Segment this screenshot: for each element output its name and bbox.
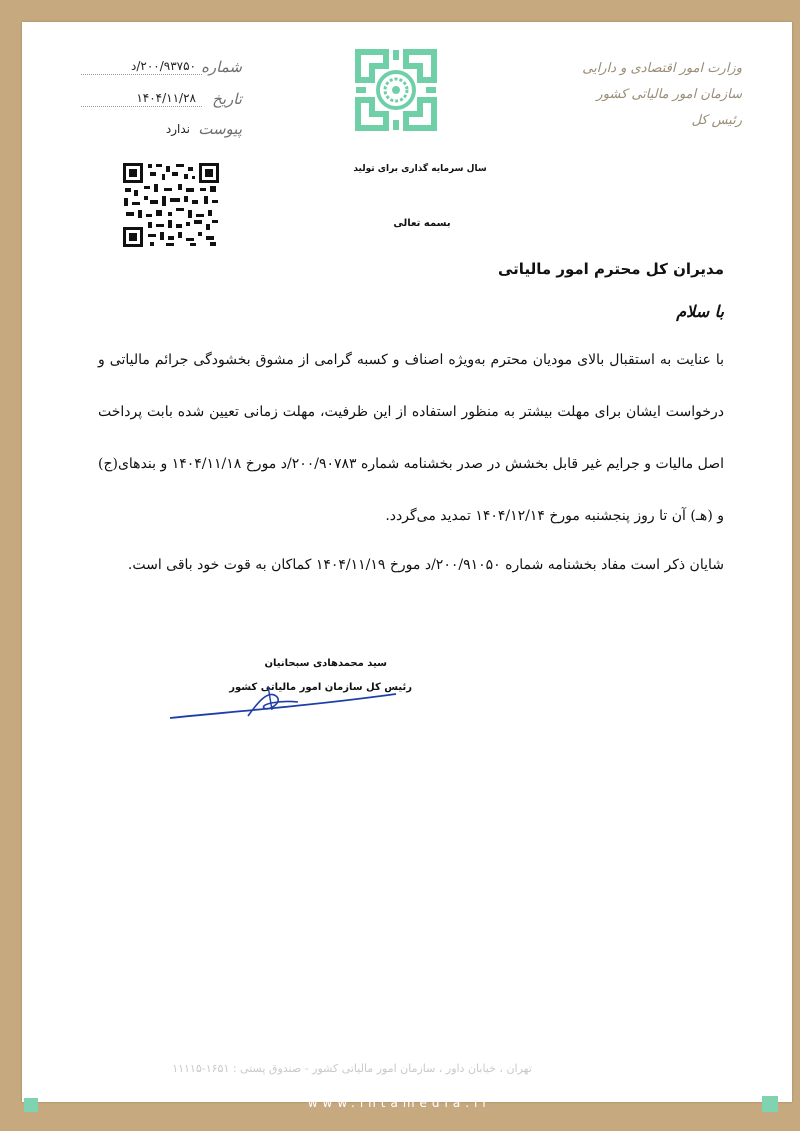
attachment-label: پیوست (198, 120, 242, 138)
attachment-row (166, 120, 242, 138)
signer-name: سید محمدهادی سبحانیان (264, 658, 387, 669)
ministry-line-1: وزارت امور اقتصادی و دارایی (582, 61, 742, 76)
body-paragraph-2: شایان ذکر است مفاد بخشنامه شماره ۲۰۰/۹۱۰۵۰/د مورخ ۱۴۰۴/۱۱/۱۹ کماکان به قوت خود باقی است. (127, 557, 724, 573)
recipient: مدیران کل محترم امور مالیاتی (498, 260, 724, 278)
date-label: تاریخ (212, 90, 242, 108)
date-value: ۱۴۰۴/۱۱/۲۸ (81, 91, 202, 107)
letter-meta (82, 58, 242, 168)
basmala: بسمه تعالی (393, 218, 451, 229)
date-row (81, 90, 242, 108)
signer-title: رئیس کل سازمان امور مالیاتی کشور (229, 682, 412, 693)
qr-code (122, 162, 220, 248)
number-row (81, 58, 242, 76)
greeting: با سلام (676, 302, 724, 321)
number-label: شماره (201, 58, 242, 76)
body-paragraph-1: با عنایت به استقبال بالای مودیان محترم به‌ویژه اصناف و کسبه گرامی از مشوق بخشودگی جرائم مالیاتی و درخواست ایشان برای مهلت بیشتر به منظور استفاده از این ظرفیت، مهلت زمانی تعیین شده بابت پرداخت اصل مالیات و جرایم غیر قابل بخشش در صدر بخشنامه شماره ۲۰۰/۹۰۷۸۳/د مورخ ۱۴۰۴/۱۱/۱۸ و بندهای(ج) و (هـ) آن تا روز پنجشنبه مورخ ۱۴۰۴/۱۲/۱۴ تمدید می‌گردد. (98, 352, 724, 524)
year-slogan: سال سرمایه گذاری برای تولید (353, 164, 487, 174)
ministry-header (572, 56, 742, 134)
handwritten-signature (168, 682, 398, 722)
corner-square-left (24, 1098, 38, 1112)
letter-sheet (22, 22, 792, 1102)
ministry-line-2: سازمان امور مالیاتی کشور (596, 87, 742, 102)
ministry-line-3: رئیس کل (691, 113, 742, 128)
footer-address: تهران ، خیابان داور ، سازمان امور مالیاتی کشور - صندوق پستی : ۱۶۵۱-۱۱۱۱۵ (172, 1062, 532, 1075)
tax-organization-logo (352, 46, 440, 134)
number-value: ۲۰۰/۹۳۷۵۰/د (81, 59, 202, 75)
corner-square-right (762, 1096, 778, 1112)
footer-website[interactable]: www.intamedia.ir (307, 1096, 493, 1110)
attachment-value: ندارد (165, 121, 190, 136)
